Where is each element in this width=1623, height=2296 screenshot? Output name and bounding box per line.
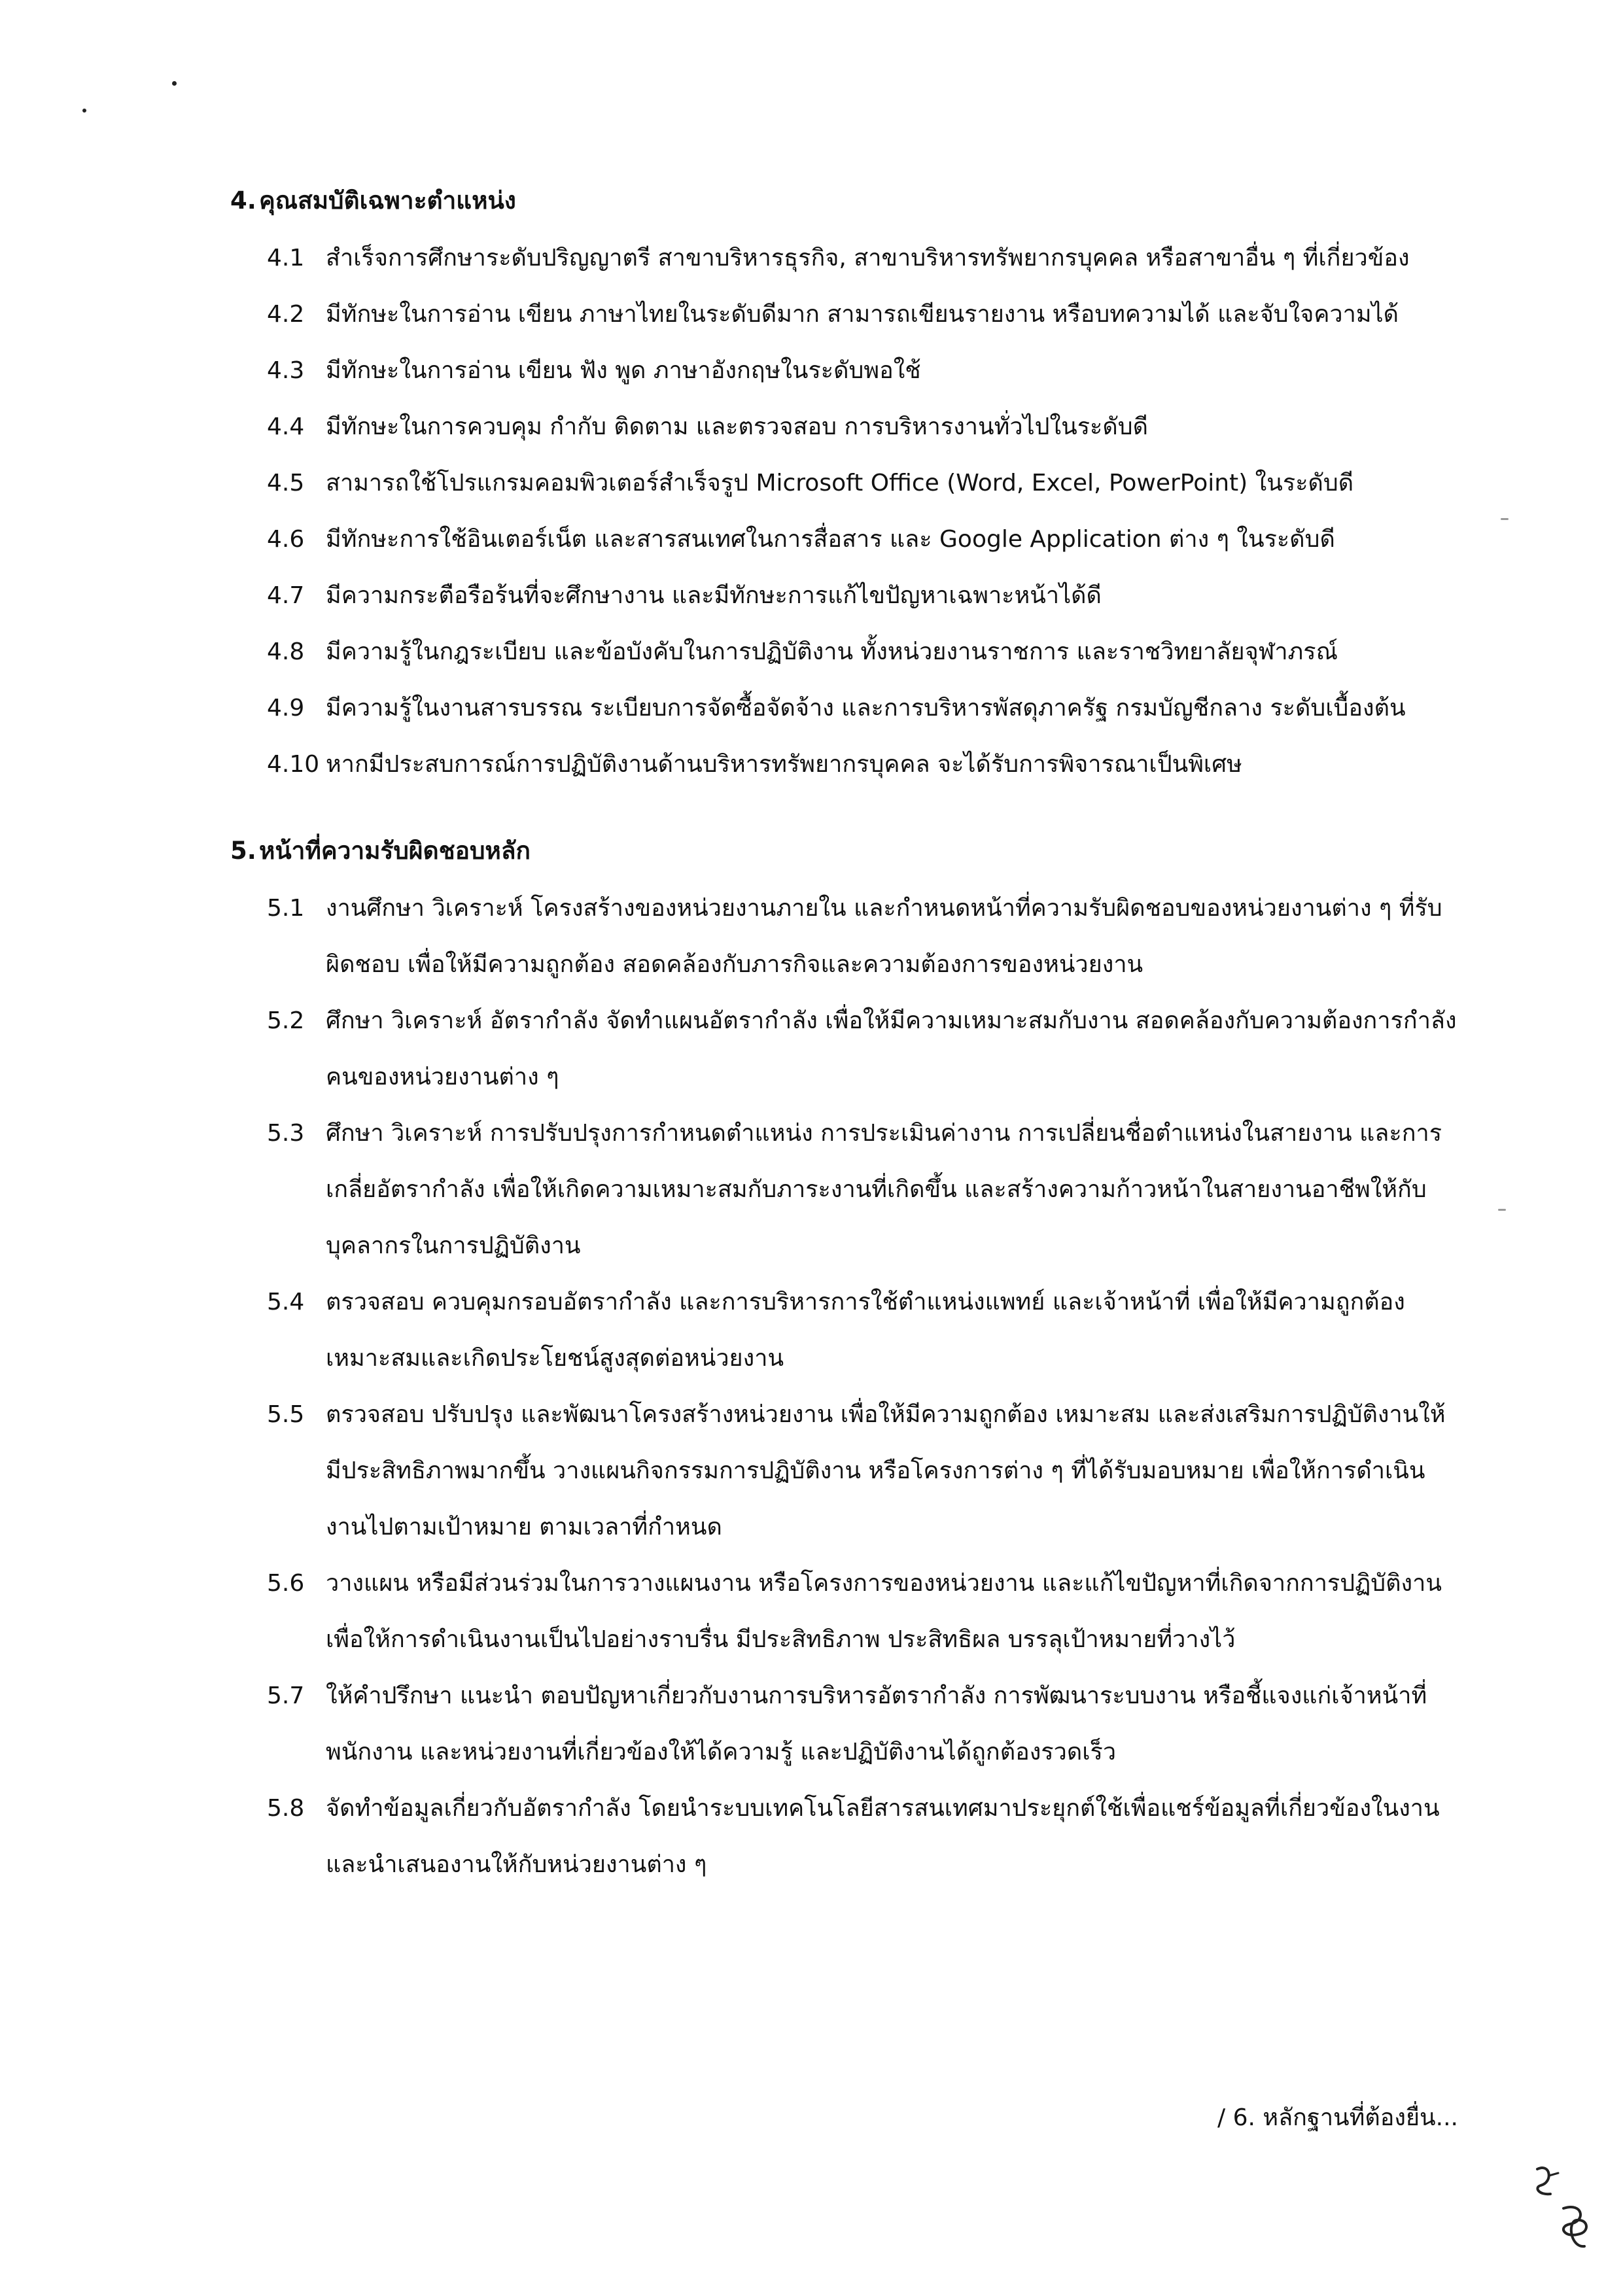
section-title: คุณสมบัติเฉพาะตำแหน่ง (259, 186, 516, 215)
scan-speck (82, 109, 86, 113)
margin-mark (1498, 1209, 1506, 1211)
item-number: 4.4 (267, 413, 305, 440)
item-text: มีความรู้ในงานสารบรรณ ระเบียบการจัดซื้อจัดจ้าง และการบริหารพัสดุภาครัฐ กรมบัญชีกลาง ระดับเบื้องต้น (326, 695, 1406, 722)
item-number: 5.8 (267, 1795, 305, 1822)
scan-speck (172, 81, 177, 86)
list-item (230, 624, 1460, 680)
document-body (230, 171, 1460, 1893)
item-text: ตรวจสอบ ควบคุมกรอบอัตรากำลัง และการบริหารการใช้ตำแหน่งแพทย์ และเจ้าหน้าที่ เพื่อให้มีความถูกต้อง เหมาะสมและเกิดประโยชน์สูงสุดต่อหน่วยงาน (326, 1289, 1405, 1372)
list-item (230, 230, 1460, 287)
item-text: จัดทำข้อมูลเกี่ยวกับอัตรากำลัง โดยนำระบบเทคโนโลยีสารสนเทศมาประยุกต์ใช้เพื่อแชร์ข้อมูลที่เกี่ยวข้องในงาน และนำเสนองานให้กับหน่วยงานต่าง ๆ (326, 1795, 1440, 1878)
list-item (230, 1556, 1460, 1668)
item-number: 4.10 (267, 751, 320, 778)
item-number: 4.6 (267, 526, 305, 553)
section-heading (230, 822, 1460, 880)
list-item (230, 993, 1460, 1105)
item-text: ศึกษา วิเคราะห์ อัตรากำลัง จัดทำแผนอัตรากำลัง เพื่อให้มีความเหมาะสมกับงาน สอดคล้องกับความต้องการกำลังคนของหน่วยงานต่าง ๆ (326, 1007, 1457, 1090)
list-item (230, 1105, 1460, 1274)
list-item (230, 287, 1460, 343)
section-heading (230, 171, 1460, 230)
item-number: 4.1 (267, 245, 305, 271)
item-text: มีทักษะในการควบคุม กำกับ ติดตาม และตรวจสอบ การบริหารงานทั่วไปในระดับดี (326, 413, 1148, 440)
list-item (230, 512, 1460, 568)
section-number: 5. (230, 837, 256, 865)
item-text: มีทักษะการใช้อินเตอร์เน็ต และสารสนเทศในการสื่อสาร และ Google Application ต่าง ๆ ในระดับดี (326, 526, 1335, 553)
item-number: 4.5 (267, 470, 305, 496)
list-item (230, 343, 1460, 399)
item-number: 5.3 (267, 1120, 305, 1147)
item-text: ตรวจสอบ ปรับปรุง และพัฒนาโครงสร้างหน่วยงาน เพื่อให้มีความถูกต้อง เหมาะสม และส่งเสริมการปฏิบัติงานให้มีประสิทธิภาพมากขึ้น วางแผนกิจกรรมการปฏิบัติงาน หรือโครงการต่าง ๆ ที่ได้รับมอบหมาย เพื่อให้การดำเนินงานไปตามเป้าหมาย ตามเวลาที่กำหนด (326, 1401, 1446, 1540)
section-title: หน้าที่ความรับผิดชอบหลัก (259, 837, 531, 865)
item-text: สำเร็จการศึกษาระดับปริญญาตรี สาขาบริหารธุรกิจ, สาขาบริหารทรัพยากรบุคคล หรือสาขาอื่น ๆ ที่เกี่ยวข้อง (326, 245, 1410, 271)
item-text: ศึกษา วิเคราะห์ การปรับปรุงการกำหนดตำแหน่ง การประเมินค่างาน การเปลี่ยนชื่อตำแหน่งในสายงาน และการเกลี่ยอัตรากำลัง เพื่อให้เกิดความเหมาะสมกับภาระงานที่เกิดขึ้น และสร้างความก้าวหน้าในสายงานอาชีพให้กับบุคลากรในการปฏิบัติงาน (326, 1120, 1442, 1259)
continuation-note: / 6. หลักฐานที่ต้องยื่น... (1217, 2104, 1458, 2131)
item-text: วางแผน หรือมีส่วนร่วมในการวางแผนงาน หรือโครงการของหน่วยงาน และแก้ไขปัญหาที่เกิดจากการปฏิบัติงาน เพื่อให้การดำเนินงานเป็นไปอย่างราบรื่น มีประสิทธิภาพ ประสิทธิผล บรรลุเป้าหมายที่วางไว้ (326, 1570, 1442, 1653)
item-text: ให้คำปรึกษา แนะนำ ตอบปัญหาเกี่ยวกับงานการบริหารอัตรากำลัง การพัฒนาระบบงาน หรือชี้แจงแก่เจ้าหน้าที่ พนักงาน และหน่วยงานที่เกี่ยวข้องให้ได้ความรู้ และปฏิบัติงานได้ถูกต้องรวดเร็ว (326, 1682, 1427, 1765)
item-number: 5.4 (267, 1289, 305, 1315)
item-number: 5.1 (267, 895, 305, 922)
item-text: หากมีประสบการณ์การปฏิบัติงานด้านบริหารทรัพยากรบุคคล จะได้รับการพิจารณาเป็นพิเศษ (326, 751, 1242, 778)
section-number: 4. (230, 186, 256, 215)
list-item (230, 737, 1460, 793)
item-number: 5.2 (267, 1007, 305, 1034)
item-text: งานศึกษา วิเคราะห์ โครงสร้างของหน่วยงานภายใน และกำหนดหน้าที่ความรับผิดชอบของหน่วยงานต่าง ๆ ที่รับผิดชอบ เพื่อให้มีความถูกต้อง สอดคล้องกับภารกิจและความต้องการของหน่วยงาน (326, 895, 1442, 978)
list-item (230, 455, 1460, 512)
item-text: มีความกระตือรือร้นที่จะศึกษางาน และมีทักษะการแก้ไขปัญหาเฉพาะหน้าได้ดี (326, 582, 1102, 609)
item-number: 4.7 (267, 582, 305, 609)
list-item (230, 680, 1460, 737)
item-text: มีทักษะในการอ่าน เขียน ฟัง พูด ภาษาอังกฤษในระดับพอใช้ (326, 357, 921, 384)
item-number: 4.3 (267, 357, 305, 384)
item-text: มีทักษะในการอ่าน เขียน ภาษาไทยในระดับดีมาก สามารถเขียนรายงาน หรือบทความได้ และจับใจความได้ (326, 301, 1399, 328)
list-item (230, 1668, 1460, 1781)
item-number: 4.9 (267, 695, 305, 722)
list-item (230, 880, 1460, 993)
list-item (230, 568, 1460, 624)
margin-mark (1501, 518, 1509, 520)
handwritten-initials (1524, 2156, 1603, 2254)
section-gap (230, 793, 1460, 822)
item-number: 4.2 (267, 301, 305, 328)
item-text: มีความรู้ในกฎระเบียบ และข้อบังคับในการปฏิบัติงาน ทั้งหน่วยงานราชการ และราชวิทยาลัยจุฬาภรณ์ (326, 638, 1338, 665)
list-item (230, 1781, 1460, 1893)
item-number: 5.7 (267, 1682, 305, 1709)
list-item (230, 399, 1460, 455)
item-text: สามารถใช้โปรแกรมคอมพิวเตอร์สำเร็จรูป Microsoft Office (Word, Excel, PowerPoint) ในระดับดี (326, 470, 1354, 496)
item-number: 4.8 (267, 638, 305, 665)
list-item (230, 1274, 1460, 1387)
list-item (230, 1387, 1460, 1556)
item-number: 5.6 (267, 1570, 305, 1597)
item-number: 5.5 (267, 1401, 305, 1428)
